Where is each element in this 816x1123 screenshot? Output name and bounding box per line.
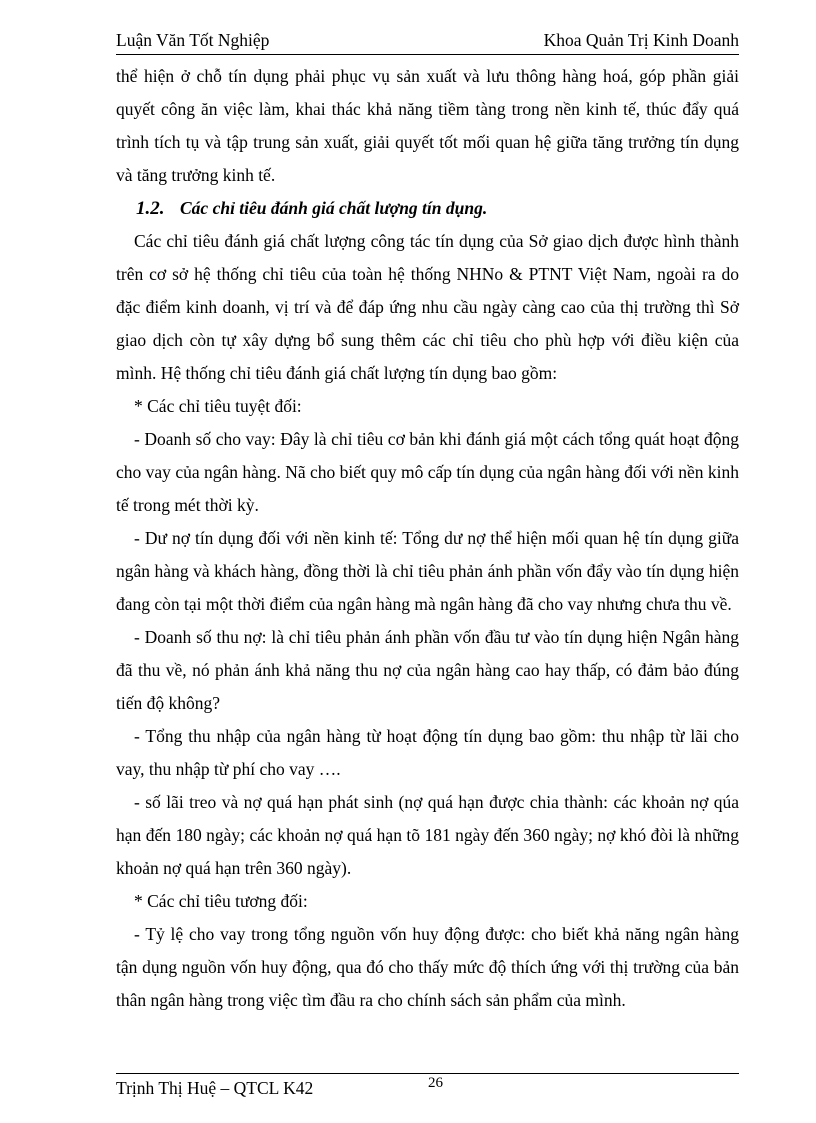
paragraph-overdue-debt: - số lãi treo và nợ quá hạn phát sinh (nợ quá hạn được chia thành: các khoản nợ qúa hạn đến 180 ngày; các khoản nợ quá hạn tõ 181 ngày đến 360 ngày; nợ khó đòi là những khoản nợ quá hạn trên 360 ngày). [116, 792, 739, 878]
paragraph-criteria: Các chỉ tiêu đánh giá chất lượng công tác tín dụng của Sở giao dịch được hình thành trên cơ sở hệ thống chỉ tiêu của toàn hệ thống NHNo & PTNT Việt Nam, ngoài ra do đặc điểm kinh doanh, vị trí và để đáp ứng nhu cầu ngày càng cao của thị trường thì Sở giao dịch còn tự xây dựng bổ sung thêm các chỉ tiêu cho phù hợp với điều kiện của mình. Hệ thống chỉ tiêu đánh giá chất lượng tín dụng bao gồm: [116, 231, 739, 383]
paragraph-outstanding-debt: - Dư nợ tín dụng đối với nền kinh tế: Tổng dư nợ thể hiện mối quan hệ tín dụng giữa ngân hàng và khách hàng, đồng thời là chỉ tiêu phản ánh phần vốn đẩy vào tín dụng hiện đang còn tại một thời điểm của ngân hàng mà ngân hàng đã cho vay nhưng chưa thu về. [116, 528, 739, 614]
page-footer [116, 1073, 739, 1104]
section-heading [116, 192, 739, 225]
paragraph-loan-sales: - Doanh số cho vay: Đây là chỉ tiêu cơ bản khi đánh giá một cách tổng quát hoạt động cho vay của ngân hàng. Nã cho biết quy mô cấp tín dụng của ngân hàng đối với nền kinh tế trong mét thời kỳ. [116, 429, 739, 515]
paragraph-absolute-heading: * Các chỉ tiêu tuyệt đối: [134, 396, 302, 416]
section-title: Các chỉ tiêu đánh giá chất lượng tín dụng. [180, 198, 488, 218]
paragraph-intro: thể hiện ở chỗ tín dụng phải phục vụ sản xuất và lưu thông hàng hoá, góp phần giải quyết công ăn việc làm, khai thác khả năng tiềm tàng trong nền kinh tế, thúc đẩy quá trình tích tụ và tập trung sản xuất, giải quyết tốt mối quan hệ giữa tăng trưởng tín dụng và tăng trưởng kinh tế. [116, 66, 739, 185]
page-body [116, 60, 739, 1017]
header-faculty: Khoa Quản Trị Kinh Doanh [543, 30, 739, 50]
paragraph-loan-ratio: - Tỷ lệ cho vay trong tổng nguồn vốn huy động được: cho biết khả năng ngân hàng tận dụng nguồn vốn huy động, qua đó cho thấy mức độ thích ứng với thị trường của bản thân ngân hàng trong việc tìm đầu ra cho chính sách sản phẩm của mình. [116, 924, 739, 1010]
footer-author: Trịnh Thị Huệ – QTCL K42 [116, 1078, 314, 1098]
header-thesis-title: Luận Văn Tốt Nghiệp [116, 30, 270, 50]
page-header [116, 30, 739, 55]
paragraph-total-income: - Tổng thu nhập của ngân hàng từ hoạt động tín dụng bao gồm: thu nhập từ lãi cho vay, thu nhập từ phí cho vay …. [116, 726, 739, 779]
section-number: 1.2. [136, 198, 165, 219]
paragraph-relative-heading: * Các chỉ tiêu tương đối: [134, 891, 308, 911]
paragraph-debt-collection: - Doanh số thu nợ: là chỉ tiêu phản ánh phần vốn đầu tư vào tín dụng hiện Ngân hàng đã thu về, nó phản ánh khả năng thu nợ của ngân hàng cao hay thấp, có đảm bảo đúng tiến độ không? [116, 627, 739, 713]
page-number: 26 [428, 1075, 443, 1091]
